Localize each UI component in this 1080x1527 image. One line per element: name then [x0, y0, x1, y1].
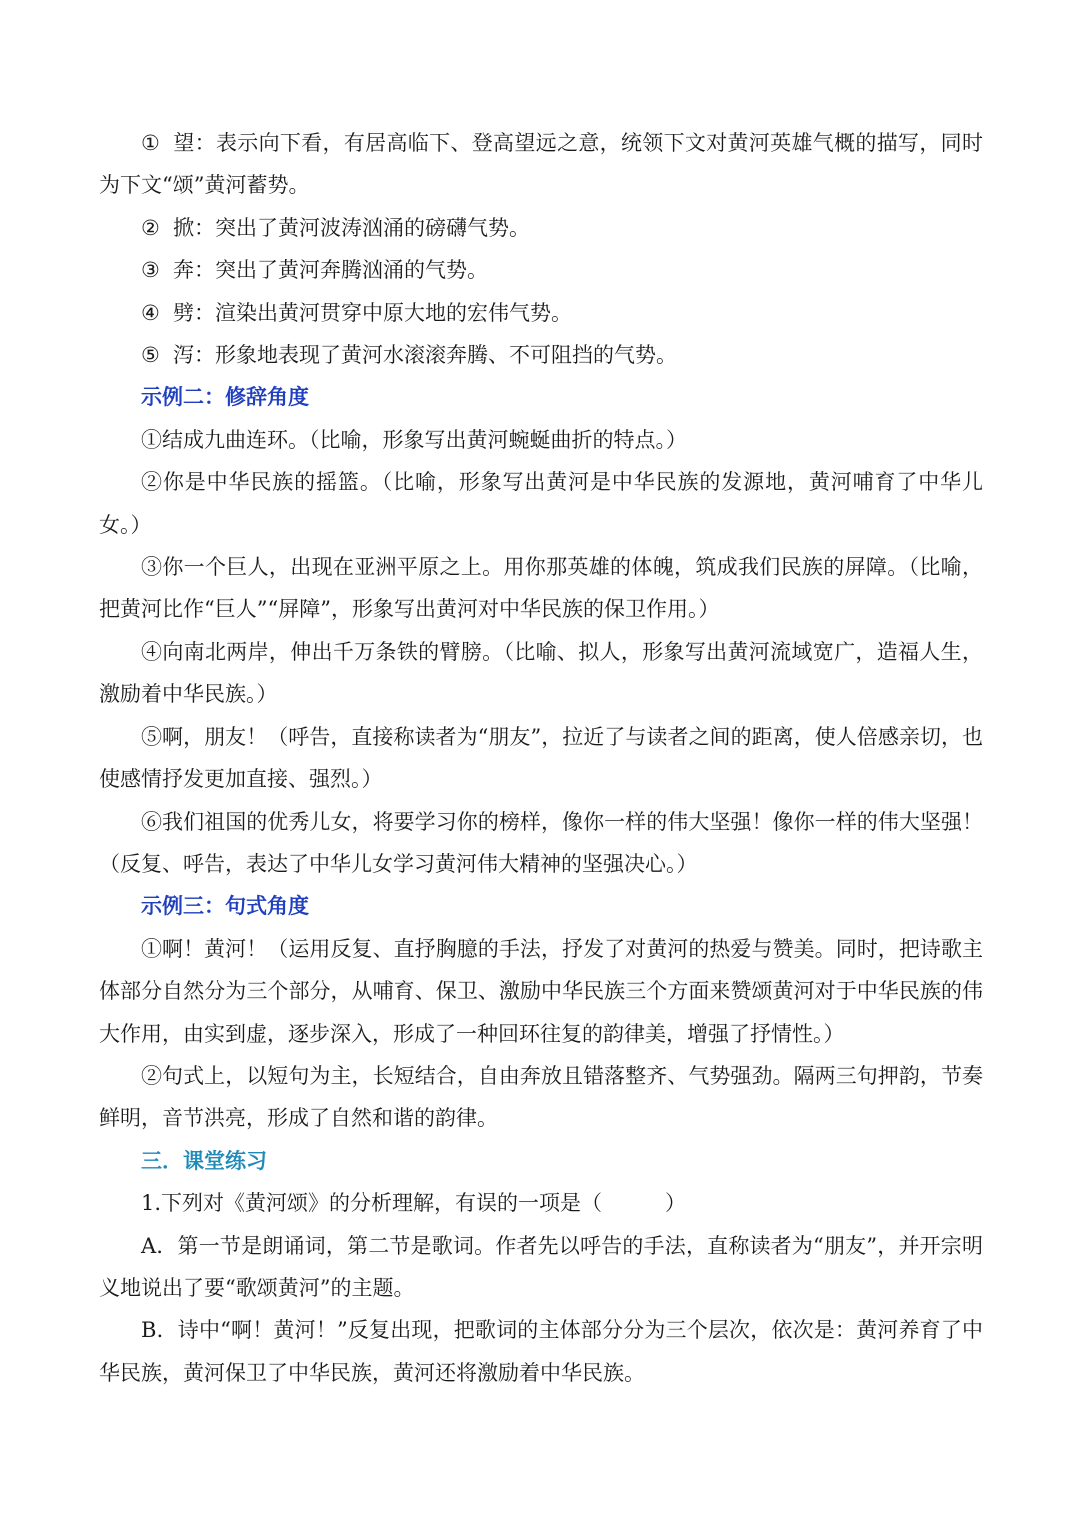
practice-option-b: B．诗中“啊！黄河！”反复出现，把歌词的主体部分分为三个层次，依次是：黄河养育了中华民族，黄河保卫了中华民族，黄河还将激励着中华民族。 [99, 1318, 983, 1385]
practice-option-a: A．第一节是朗诵词，第二节是歌词。作者先以呼告的手法，直称读者为“朋友”，并开宗明义地说出了要“歌颂黄河”的主题。 [99, 1233, 983, 1300]
analysis-item [99, 334, 983, 376]
document-body [99, 122, 983, 1394]
example3-heading: 示例三：句式角度 [141, 894, 309, 919]
example3-item: ②句式上，以短句为主，长短结合，自由奔放且错落整齐、气势强劲。隔两三句押韵，节奏鲜明，音节洪亮，形成了自然和谐的韵律。 [99, 1063, 983, 1131]
item-number: ⑤ [141, 343, 160, 368]
example2-item: ③你一个巨人，出现在亚洲平原之上。用你那英雄的体魄，筑成我们民族的屏障。（比喻，把黄河比作“巨人”“屏障”，形象写出黄河对中华民族的保卫作用。） [99, 555, 983, 622]
item-text: 奔：突出了黄河奔腾汹涌的气势。 [173, 258, 488, 283]
practice-heading: 三．课堂练习 [141, 1148, 267, 1173]
example2-heading: 示例二：修辞角度 [141, 385, 309, 410]
analysis-item [99, 207, 983, 249]
item-text: 掀：突出了黄河波涛汹涌的磅礴气势。 [173, 215, 530, 240]
practice-question: 1.下列对《黄河颂》的分析理解，有误的一项是（ ） [141, 1191, 687, 1216]
example3-item: ①啊！黄河！（运用反复、直抒胸臆的手法，抒发了对黄河的热爱与赞美。同时，把诗歌主体部分自然分为三个部分，从哺育、保卫、激励中华民族三个方面来赞颂黄河对于中华民族的伟大作用，由实到虚，逐步深入，形成了一种回环往复的韵律美，增强了抒情性。） [99, 936, 983, 1046]
analysis-item [99, 249, 983, 291]
item-text: 劈：渲染出黄河贯穿中原大地的宏伟气势。 [173, 300, 572, 325]
item-number: ③ [141, 258, 160, 283]
analysis-item [99, 292, 983, 334]
example2-item: ⑤啊，朋友！（呼告，直接称读者为“朋友”，拉近了与读者之间的距离，使人倍感亲切，也使感情抒发更加直接、强烈。） [99, 724, 983, 792]
item-text: 望：表示向下看，有居高临下、登高望远之意，统领下文对黄河英雄气概的描写，同时为下文“颂”黄河蓄势。 [99, 131, 983, 198]
example2-item: ④向南北两岸，伸出千万条铁的臂膀。（比喻、拟人，形象写出黄河流域宽广，造福人生，激励着中华民族。） [99, 639, 983, 707]
item-text: 泻：形象地表现了黄河水滚滚奔腾、不可阻挡的气势。 [173, 343, 677, 368]
analysis-item [99, 122, 983, 207]
item-number: ② [141, 215, 160, 240]
item-number: ① [141, 131, 160, 155]
item-number: ④ [141, 300, 160, 325]
example2-item: ①结成九曲连环。（比喻，形象写出黄河蜿蜒曲折的特点。） [141, 427, 687, 452]
example2-item: ②你是中华民族的摇篮。（比喻，形象写出黄河是中华民族的发源地，黄河哺育了中华儿女。） [99, 470, 983, 537]
example2-item: ⑥我们祖国的优秀儿女，将要学习你的榜样，像你一样的伟大坚强！像你一样的伟大坚强！（反复、呼告，表达了中华儿女学习黄河伟大精神的坚强决心。） [99, 809, 983, 876]
